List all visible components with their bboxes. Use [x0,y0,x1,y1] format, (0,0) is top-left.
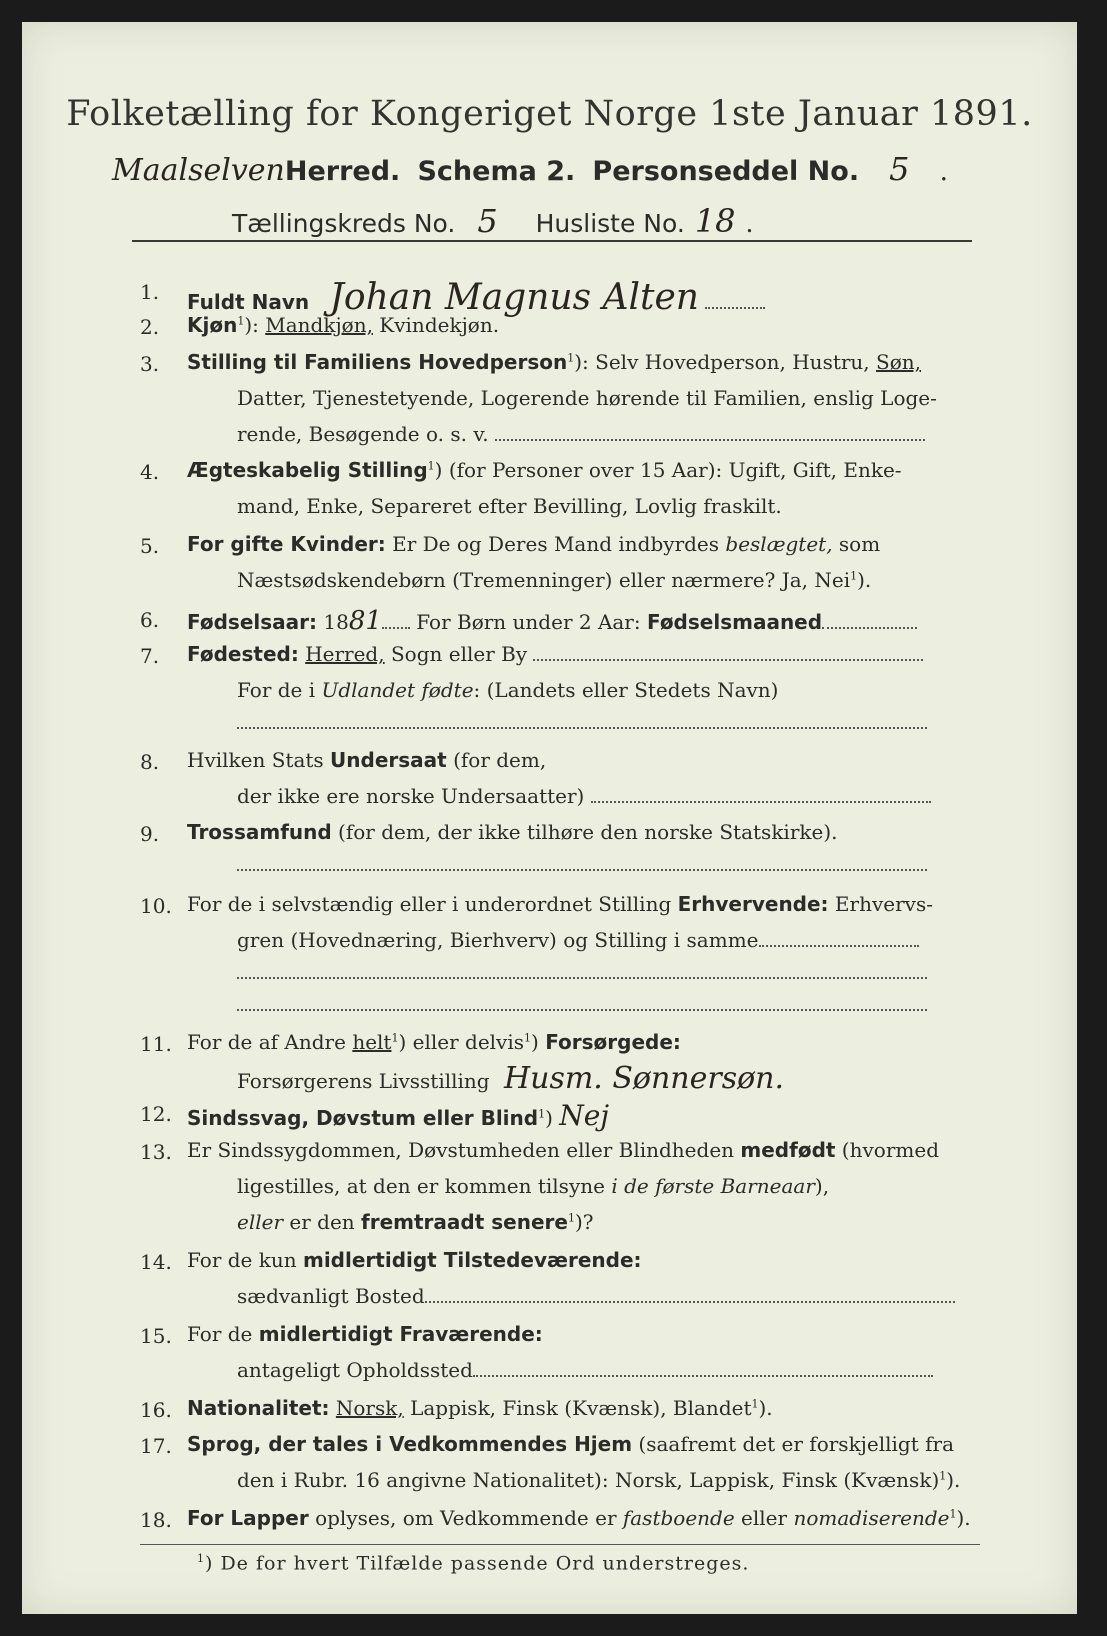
field-5-text-b2: ). [857,568,872,592]
sup: 1 [567,351,575,365]
field-6-label2: Fødselsmaaned [646,610,823,634]
field-9-text-a: (for dem, der ikke tilhøre den norske Statskirke). [331,820,838,844]
herred-label: Herred. [284,156,401,187]
field-7 [187,644,923,664]
field-13-i: i [611,1174,618,1198]
field-11-value: Husm. Sønnersøn. [503,1061,785,1096]
field-14 [187,1250,642,1270]
herred-line: MaalselvenHerred. Schema 2. Personseddel No. 5 . [112,150,949,188]
field-17-label: Sprog, der tales i Vedkommendes Hjem [187,1432,633,1456]
footnote-text: ) De for hvert Tilfælde passende Ord understreges. [205,1552,750,1575]
field-10-text-a: For de i selvstændig eller i underordnet Stilling [187,892,678,916]
kreds-label: Tællingskreds No. [232,209,456,238]
field-11-label: Forsørgede: [545,1030,681,1054]
field-8 [187,750,546,770]
field-10-number: 10. [140,894,172,918]
field-4 [187,460,902,480]
field-8-text-b: der ikke ere norske Undersaatter) [237,784,585,808]
field-4-number: 4. [140,460,160,484]
field-14-line-b [237,1286,955,1306]
field-16-text-a2: ). [758,1396,773,1420]
field-7-herred: Herred, [305,642,385,666]
field-4-text-a: ) (for Personer over 15 Aar): Ugift, Gift, Enke- [434,458,902,482]
field-13-line-c [237,1212,594,1232]
field-1 [187,277,765,318]
field-12-text-c: ) [545,1106,553,1130]
sup: 1 [197,1552,205,1565]
field-16-norsk: Norsk, [335,1396,404,1420]
field-13-label: medfødt [740,1138,836,1162]
field-12-number: 12. [140,1102,172,1126]
field-11-number: 11. [140,1032,172,1056]
field-8-number: 8. [140,750,160,774]
field-13-eller: eller [237,1210,284,1234]
field-6-label: Fødselsaar: [187,610,317,634]
field-3-text-c: rende, Besøgende o. s. v. [237,422,489,446]
field-17-text-b2: ). [946,1468,961,1492]
field-5-beslaegtet: beslægtet, [725,532,833,556]
field-2-kvindekjon: Kvindekjøn. [372,313,500,337]
field-16-text-a: Lappisk, Finsk (Kvænsk), Blandet [403,1396,752,1420]
field-7-number: 7. [140,644,160,668]
field-10-text-b: gren (Hovednæring, Bierhverv) og Stilling i samme [237,928,759,952]
field-3-line-b: Datter, Tjenestetyende, Logerende hørende til Familien, enslig Loge- [237,386,937,410]
field-11-line-b [237,1061,785,1096]
field-5 [187,534,880,554]
sup: 1 [939,1469,947,1483]
field-15-number: 15. [140,1324,172,1348]
field-10 [187,894,933,914]
field-7-label: Fødested: [187,642,299,666]
field-5-line-b [237,570,871,590]
sup: 1 [538,1107,546,1121]
husliste-label: Husliste No. [535,209,685,238]
field-15-text-b: antageligt Opholdssted [237,1358,473,1382]
field-7-text-b2: : (Landets eller Stedets Navn) [473,678,779,702]
field-13-barneaar: de første Barneaar [617,1174,815,1198]
field-5-text-a: Er De og Deres Mand indbyrdes [385,532,726,556]
field-6-value: 81 [348,606,382,636]
field-5-number: 5. [140,534,160,558]
field-3-son: Søn, [876,350,922,374]
field-18-text-a: oplyses, om Vedkommende er [308,1506,623,1530]
field-17 [187,1434,954,1454]
field-13-text-a: Er Sindssygdommen, Døvstumheden eller Blindheden [187,1138,741,1162]
field-17-text-a: (saafremt det er forskjelligt fra [632,1432,954,1456]
field-18-text-a2: eller [734,1506,794,1530]
field-6-text-mid: For Børn under 2 Aar: [409,610,647,634]
field-7-line-b [237,680,778,700]
field-17-number: 17. [140,1434,172,1458]
field-18-text-a3: ). [956,1506,971,1530]
field-1-value: Johan Magnus Alten [329,277,699,318]
field-11-text-d: Forsørgerens Livsstilling [237,1069,490,1093]
field-15-label: midlertidigt Fraværende: [258,1322,543,1346]
field-13-text-a2: (hvormed [835,1138,939,1162]
field-7-blank [237,712,927,732]
schema-label: Schema 2. [417,156,576,187]
field-3 [187,352,921,372]
field-12-label: Sindssvag, Døvstum eller Blind [187,1106,539,1130]
field-9-blank [237,854,927,874]
personseddel-label: Personseddel No. [592,156,860,187]
sup: 1 [850,569,858,583]
field-18-nomadiserende: nomadiserende [793,1506,950,1530]
field-4-line-b: mand, Enke, Separeret efter Bevilling, Lovlig fraskilt. [237,494,782,518]
field-11-text-c: ) [531,1030,546,1054]
field-12 [187,1099,610,1132]
field-6-prefix: 18 [317,610,349,634]
sup: 1 [751,1397,759,1411]
sup: 1 [567,1211,575,1225]
field-7-text-b1: For de i [237,678,322,702]
field-16 [187,1398,773,1418]
field-1-label: Fuldt Navn [187,290,310,314]
field-13-number: 13. [140,1140,172,1164]
field-7-udlandet: Udlandet [321,678,416,702]
field-11-text-b: ) eller delvis [398,1030,525,1054]
field-3-number: 3. [140,352,160,376]
field-5-text-a2: som [832,532,881,556]
field-15-text-a: For de [187,1322,259,1346]
field-13 [187,1140,939,1160]
field-13-text-c: er den [283,1210,362,1234]
field-14-label: midlertidigt Tilstedeværende: [302,1248,642,1272]
husliste-no: 18 [694,202,736,240]
field-12-value: Nej [559,1099,610,1132]
field-18-label: For Lapper [187,1506,309,1530]
field-2-number: 2. [140,315,160,339]
field-8-line-b [237,786,931,806]
header-rule [132,240,972,242]
kreds-no: 5 [477,202,498,240]
field-7-fodte: fødte [415,678,474,702]
field-14-text-a: For de kun [187,1248,303,1272]
personseddel-no: 5 [889,150,910,188]
field-15-line-b [237,1360,933,1380]
field-16-number: 16. [140,1398,172,1422]
field-9 [187,822,838,842]
field-3-text-a: ): Selv Hovedperson, Hustru, [574,350,877,374]
field-5-text-b: Næstsødskendebørn (Tremenninger) eller nærmere? Ja, Nei [237,568,851,592]
field-11-helt: helt [352,1030,392,1054]
field-2-label: Kjøn [187,313,238,337]
field-1-number: 1. [140,280,160,304]
field-14-number: 14. [140,1250,172,1274]
form-title: Folketælling for Kongeriget Norge 1ste Januar 1891. [66,94,1033,134]
field-6-number: 6. [140,608,160,632]
field-8-text-a: Hvilken Stats [187,748,331,772]
kreds-line: Tællingskreds No. 5 Husliste No. 18 . [232,202,754,240]
field-17-text-b: den i Rubr. 16 angivne Nationalitet): Norsk, Lappisk, Finsk (Kvænsk) [237,1468,940,1492]
field-9-number: 9. [140,822,160,846]
herred-name: Maalselven [112,153,285,188]
census-form-sheet [22,22,1077,1614]
sup: 1 [524,1031,532,1045]
field-2: Kjøn$^1$): Mandkjøn, Kvindekjøn. [187,313,500,337]
field-16-label: Nationalitet: [187,1396,330,1420]
field-13-text-c2: )? [574,1210,594,1234]
sup: 1 [427,459,435,473]
field-8-label: Undersaat [330,748,447,772]
field-11-text-a: For de af Andre [187,1030,353,1054]
field-14-text-b: sædvanligt Bosted [237,1284,425,1308]
field-4-label: Ægteskabelig Stilling [187,458,428,482]
field-2-mandkjon: Mandkjøn, [265,313,373,337]
sup: 1 [391,1031,399,1045]
footnote [197,1552,749,1574]
field-7-text-a: Sogn eller By [384,642,528,666]
field-11 [187,1032,681,1052]
field-6 [187,608,917,634]
field-18-fastboende: fastboende [622,1506,735,1530]
field-13-line-b [237,1176,829,1196]
field-18 [187,1508,971,1528]
field-3-label: Stilling til Familiens Hovedperson [187,350,568,374]
field-13-text-b: ligestilles, at den er kommen tilsyne [237,1174,612,1198]
field-3-line-c [237,424,925,444]
field-13-label2: fremtraadt senere [361,1210,568,1234]
field-10-blank-2 [237,994,927,1014]
field-17-line-b [237,1470,960,1490]
field-10-line-b [237,930,919,950]
sup: 1 [237,314,245,328]
field-10-blank-1 [237,962,927,982]
field-5-label: For gifte Kvinder: [187,532,386,556]
field-18-number: 18. [140,1508,172,1532]
sup: 1 [949,1507,957,1521]
field-8-text-a2: (for dem, [446,748,547,772]
field-10-text-a2: Erhvervs- [828,892,933,916]
field-13-text-b2: ), [814,1174,830,1198]
field-10-label: Erhvervende: [677,892,829,916]
field-15 [187,1324,543,1344]
footnote-rule [140,1544,980,1545]
field-9-label: Trossamfund [187,820,332,844]
